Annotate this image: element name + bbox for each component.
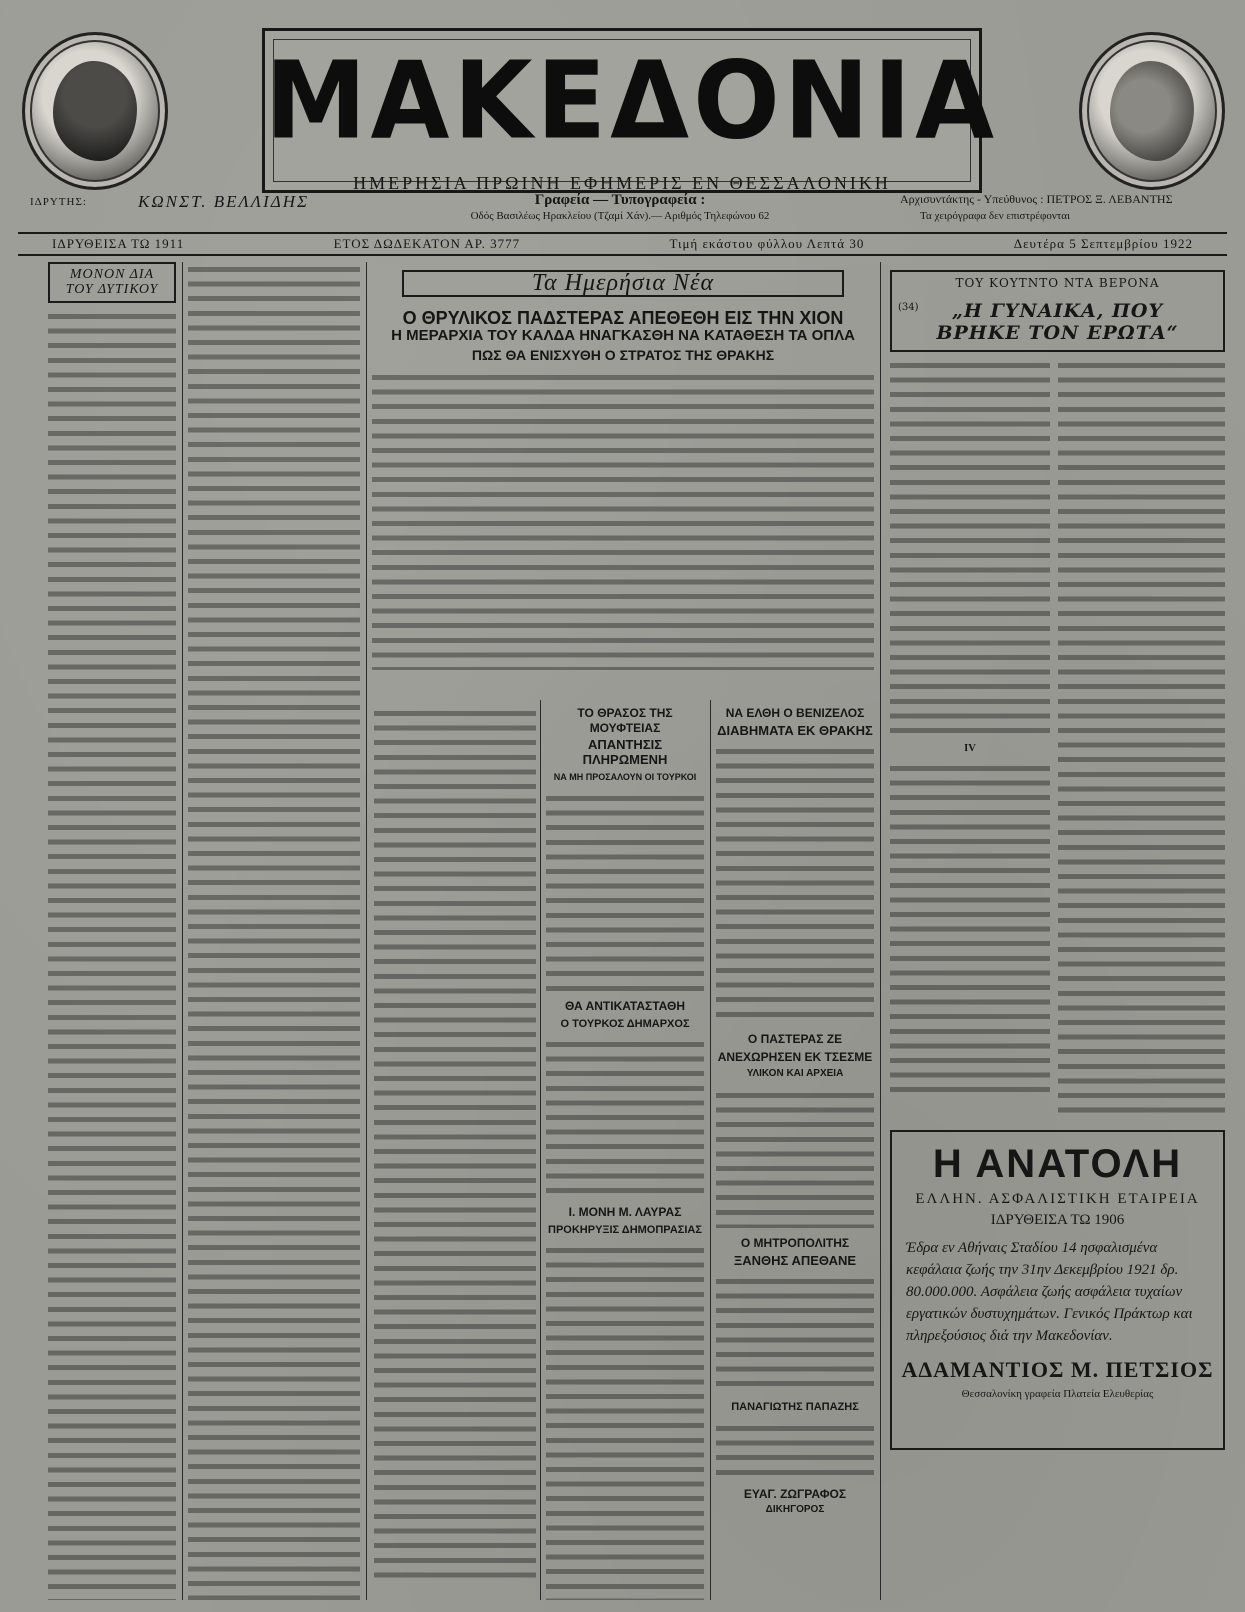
- editor: Αρχισυντάκτης - Υπεύθυνος : ΠΕΤΡΟΣ Ξ. ΛΕΒΑΝΤΗΣ: [900, 192, 1173, 206]
- column-4a: [890, 358, 1050, 1122]
- article-text: [546, 1037, 704, 1197]
- article-text: [716, 1274, 874, 1394]
- coin-emblem-right: [1079, 32, 1225, 190]
- column-rule: [182, 262, 183, 1600]
- serial-chapter: IV: [964, 743, 976, 754]
- ad-founded: ΙΔΡΥΘΕΙΣΑ ΤΩ 1906: [990, 1212, 1125, 1228]
- newspaper-title: ΜΑΚΕΔΟΝΙΑ: [265, 39, 999, 164]
- article-text: [1058, 358, 1225, 1122]
- serial-kicker: ΤΟΥ ΚΟΥΤΝΤΟ ΝΤΑ ΒΕΡΟΝΑ: [955, 276, 1160, 290]
- subhead-h2: ΔΙΚΗΓΟΡΟΣ: [765, 1504, 825, 1516]
- office-title: Γραφεία — Τυπογραφεία :: [534, 192, 706, 208]
- article-text: [890, 761, 1050, 1101]
- issue-number: ΕΤΟΣ ΔΩΔΕΚΑΤΟΝ ΑΡ. 3777: [333, 236, 521, 251]
- article-text: [546, 791, 704, 991]
- subhead-a2: ΑΠΑΝΤΗΣΙΣ ΠΛΗΡΩΜΕΝΗ: [582, 737, 668, 767]
- subhead-d2: ΔΙΑΒΗΜΑΤΑ ΕΚ ΘΡΑΚΗΣ: [717, 722, 873, 738]
- column-1: [48, 262, 176, 1600]
- subhead-e1: Ο ΠΑΣΤΕΡΑΣ ΖΕ: [747, 1032, 843, 1047]
- subhead-a3: ΝΑ ΜΗ ΠΡΟΣΑΛΟΥΝ ΟΙ ΤΟΥΡΚΟΙ: [553, 772, 697, 783]
- headline-2: Η ΜΕΡΑΡΧΙΑ ΤΟΥ ΚΑΛΔΑ ΗΝΑΓΚΑΣΘΗ ΝΑ ΚΑΤΑΘΕΣΗ ΤΑ ΟΠΛΑ: [391, 327, 855, 345]
- founder-name: ΚΩΝΣΤ. ΒΕΛΛΙΔΗΣ: [138, 192, 310, 211]
- subhead-a1: ΤΟ ΘΡΑΣΟΣ ΤΗΣ ΜΟΥΦΤΕΙΑΣ: [577, 706, 673, 735]
- ad-footer: Θεσσαλονίκη γραφεία Πλατεία Ελευθερίας: [961, 1388, 1154, 1400]
- column-rule: [710, 700, 711, 1600]
- column-rule: [880, 262, 881, 1600]
- subhead-e2: ΑΝΕΧΩΡΗΣΕΝ ΕΚ ΤΣΕΣΜΕ: [717, 1049, 873, 1064]
- subhead-c1: Ι. ΜΟΝΗ Μ. ΛΑΥΡΑΣ: [568, 1205, 682, 1220]
- column-4b: [1058, 358, 1225, 1122]
- subhead-h1: ΕΥΑΓ. ΖΩΓΡΑΦΟΣ: [743, 1486, 847, 1501]
- dateline: [18, 232, 1227, 256]
- column-1-heading: ΜΟΝΟΝ ΔΙΑ ΤΟΥ ΔΥΤΙΚΟΥ: [48, 262, 176, 303]
- subhead-d1: ΝΑ ΕΛΘΗ Ο ΒΕΝΙΖΕΛΟΣ: [725, 706, 865, 720]
- subhead-e3: ΥΛΙΚΟΝ ΚΑΙ ΑΡΧΕΙΑ: [746, 1068, 844, 1080]
- ad-agent-name: ΑΔΑΜΑΝΤΙΟΣ Μ. ΠΕΤΣΙΟΣ: [901, 1357, 1214, 1382]
- news-section-title: Τα Ημερήσια Νέα: [402, 270, 844, 297]
- article-text: [716, 744, 874, 1024]
- founder-label: ΙΔΡΥΤΗΣ:: [30, 196, 87, 208]
- office-address: Οδός Βασιλέως Ηρακλείου (Τζαμί Χάν).— Αριθμός Τηλεφώνου 62: [470, 210, 770, 222]
- masthead: [262, 28, 999, 193]
- serial-title: „Η ΓΥΝΑΙΚΑ, ΠΟΥ ΒΡΗΚΕ ΤΟΝ ΕΡΩΤΑ“: [936, 300, 1179, 344]
- article-text: [546, 1243, 704, 1600]
- column-rule: [540, 700, 541, 1600]
- insurance-ad: [890, 1130, 1225, 1450]
- founded-date: ΙΔΡΥΘΕΙΣΑ ΤΩ 1911: [52, 236, 185, 251]
- subhead-b2: Ο ΤΟΥΡΚΟΣ ΔΗΜΑΡΧΟΣ: [560, 1017, 690, 1030]
- article-text: [890, 358, 1050, 738]
- ad-subtitle: ΕΛΛΗΝ. ΑΣΦΑΛΙΣΤΙΚΗ ΕΤΑΙΡΕΙΑ: [915, 1191, 1200, 1207]
- headline-1: Ο ΘΡΥΛΙΚΟΣ ΠΑΔΣΤΕΡΑΣ ΑΠΕΘΕΘΗ ΕΙΣ ΤΗΝ ΧΙΟΝ: [402, 307, 844, 328]
- issue-date: Δευτέρα 5 Σεπτεμβρίου 1922: [1013, 236, 1193, 251]
- article-text: [188, 262, 360, 1600]
- ad-title: Η ΑΝΑΤΟΛΗ: [932, 1142, 1183, 1186]
- column-3c: [716, 706, 874, 1600]
- article-text: [48, 309, 176, 1600]
- column-3a: [374, 706, 536, 1600]
- column-rule: [366, 262, 367, 1600]
- article-text: [372, 370, 874, 670]
- masthead-info: [0, 192, 1245, 232]
- editor-note: Τα χειρόγραφα δεν επιστρέφονται: [920, 210, 1070, 222]
- serial-box: [890, 270, 1225, 352]
- subhead-f1: Ο ΜΗΤΡΟΠΟΛΙΤΗΣ: [740, 1235, 850, 1250]
- article-text: [716, 1088, 874, 1228]
- newspaper-subtitle: ΗΜΕΡΗΣΙΑ ΠΡΩΙΝΗ ΕΦΗΜΕΡΙΣ ΕΝ ΘΕΣΣΑΛΟΝΙΚΗ: [353, 173, 891, 193]
- serial-number: (34): [898, 302, 919, 313]
- coin-emblem-left: [22, 32, 168, 190]
- column-2: [188, 262, 360, 1600]
- article-text: [374, 706, 536, 1586]
- headline-3: ΠΩΣ ΘΑ ΕΝΙΣΧΥΘΗ Ο ΣΤΡΑΤΟΣ ΤΗΣ ΘΡΑΚΗΣ: [471, 346, 775, 363]
- price: Τιμή εκάστου φύλλου Λεπτά 30: [669, 236, 865, 251]
- article-text: [716, 1421, 874, 1481]
- subhead-b1: ΘΑ ΑΝΤΙΚΑΤΑΣΤΑΘΗ: [565, 998, 685, 1013]
- subhead-f2: ΞΑΝΘΗΣ ΑΠΕΘΑΝΕ: [733, 1252, 857, 1268]
- column-3b: [546, 706, 704, 1600]
- ad-body: Έδρα εν Αθήναις Σταδίου 14 ησφαλισμένα κεφάλαια ζωής την 31ην Δεκεμβρίου 1921 δρ. 80.000.000. Ασφάλεια ζωής ασφάλεια τυχαίων εργατικών δυστυχημάτων. Γενικός Πράκτωρ και πληρεξούσιος διά την Μακεδονίαν.: [906, 1240, 1193, 1344]
- subhead-c2: ΠΡΟΚΗΡΥΞΙΣ ΔΗΜΟΠΡΑΣΙΑΣ: [548, 1223, 702, 1236]
- subhead-g1: ΠΑΝΑΓΙΩΤΗΣ ΠΑΠΑΖΗΣ: [731, 1401, 859, 1414]
